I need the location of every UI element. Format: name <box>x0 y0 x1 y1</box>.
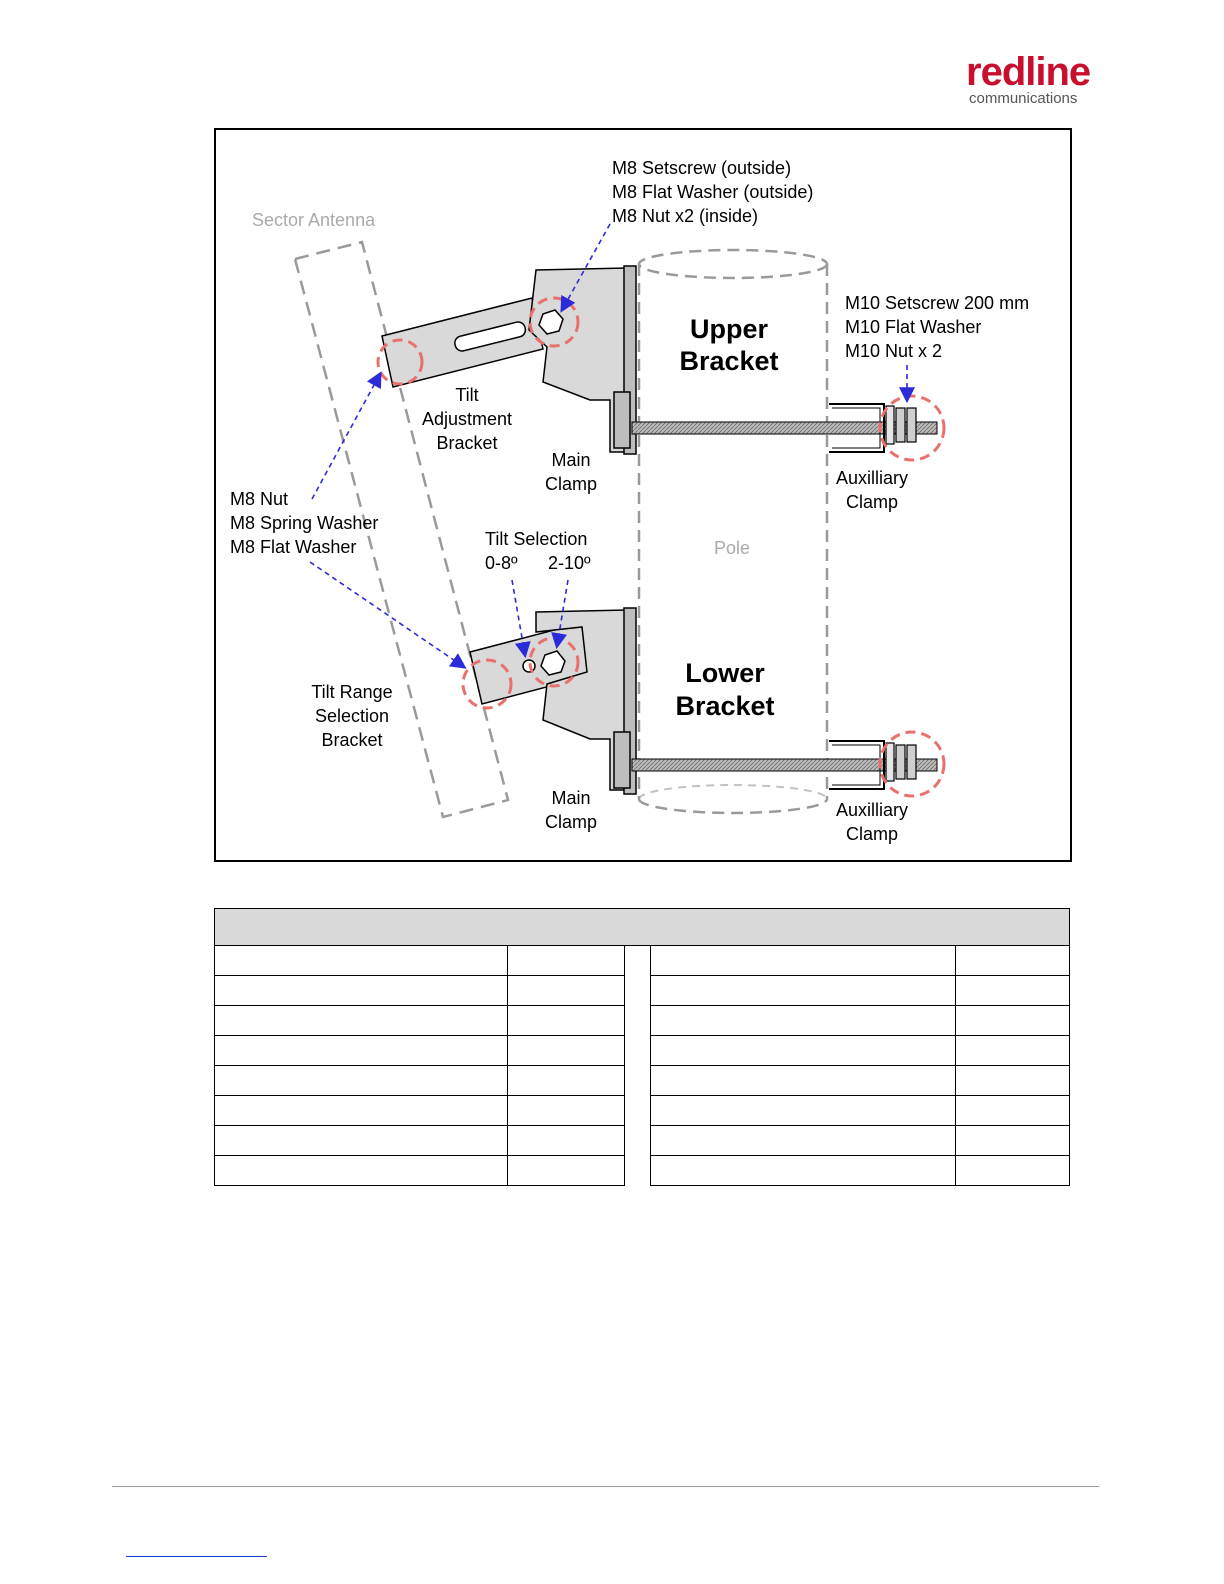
label-tilt-2-10: 2-10º <box>548 553 591 573</box>
diagram-svg <box>216 130 1074 864</box>
upper-main-clamp <box>529 266 636 454</box>
label-sector-antenna: Sector Antenna <box>252 210 376 230</box>
label-tilt-range-bracket: Bracket <box>321 730 383 750</box>
label-m8-spring-washer: M8 Spring Washer <box>230 513 379 533</box>
table-row <box>215 976 624 1006</box>
label-main-lower: Main <box>551 788 591 808</box>
label-tilt-range: Tilt Range <box>311 682 393 702</box>
logo-brand: redline <box>966 50 1091 94</box>
table-row <box>651 976 1069 1006</box>
upper-tilt-adjustment-bracket <box>382 298 543 387</box>
label-selection: Selection <box>314 706 390 726</box>
table-row <box>215 1006 624 1036</box>
label-m10-flat-washer: M10 Flat Washer <box>845 317 982 337</box>
label-main-upper: Main <box>551 450 591 470</box>
label-aux-clamp-lower: Clamp <box>845 824 899 844</box>
label-tilt-selection: Tilt Selection <box>485 529 588 549</box>
label-tilt: Tilt <box>455 385 479 405</box>
table-row <box>215 1036 624 1066</box>
table-row <box>215 1096 624 1126</box>
table-row <box>215 1066 624 1096</box>
table-row <box>651 1096 1069 1126</box>
table-row <box>651 1156 1069 1186</box>
table-row <box>651 1126 1069 1156</box>
label-tilt-bracket: Bracket <box>436 433 498 453</box>
table-header <box>214 908 1070 946</box>
label-auxilliary-upper: Auxilliary <box>835 468 909 488</box>
label-adjustment: Adjustment <box>421 409 513 429</box>
label-aux-clamp-upper: Clamp <box>845 492 899 512</box>
mounting-bracket-diagram <box>214 128 1072 862</box>
logo-tagline: communications <box>969 90 1078 107</box>
label-m8-flat-washer-outside: M8 Flat Washer (outside) <box>612 182 814 202</box>
label-m8-setscrew: M8 Setscrew (outside) <box>612 158 792 178</box>
label-clamp-upper: Clamp <box>544 474 598 494</box>
highlight-circles <box>378 298 944 796</box>
label-m10-nut: M10 Nut x 2 <box>845 341 943 361</box>
label-upper: Upper <box>689 314 769 344</box>
label-pole: Pole <box>713 538 751 558</box>
label-tilt-0-8: 0-8º <box>485 553 518 573</box>
table-row <box>651 1036 1069 1066</box>
label-lower: Lower <box>685 658 765 688</box>
table-row <box>215 1126 624 1156</box>
table-row <box>215 1156 624 1186</box>
lower-threaded-rod <box>632 741 937 789</box>
label-m8-flat-washer: M8 Flat Washer <box>230 537 357 557</box>
table-left-column <box>214 946 625 1186</box>
label-lower-bracket: Bracket <box>675 691 775 721</box>
label-upper-bracket: Bracket <box>679 346 779 376</box>
table-row <box>651 1006 1069 1036</box>
label-m8-nut: M8 Nut <box>230 489 289 509</box>
label-m10-setscrew: M10 Setscrew 200 mm <box>845 293 1030 313</box>
table-row <box>215 946 624 976</box>
table-row <box>651 946 1069 976</box>
parts-table <box>214 908 1070 1185</box>
label-auxilliary-lower: Auxilliary <box>835 800 909 820</box>
label-clamp-lower: Clamp <box>544 812 598 832</box>
footer-link-underline[interactable] <box>126 1556 267 1557</box>
label-m8-nut-x2: M8 Nut x2 (inside) <box>612 206 759 226</box>
table-row <box>651 1066 1069 1096</box>
footer-divider <box>112 1486 1099 1487</box>
redline-logo <box>962 52 1102 112</box>
table-right-column <box>650 946 1070 1186</box>
upper-threaded-rod <box>632 404 937 452</box>
